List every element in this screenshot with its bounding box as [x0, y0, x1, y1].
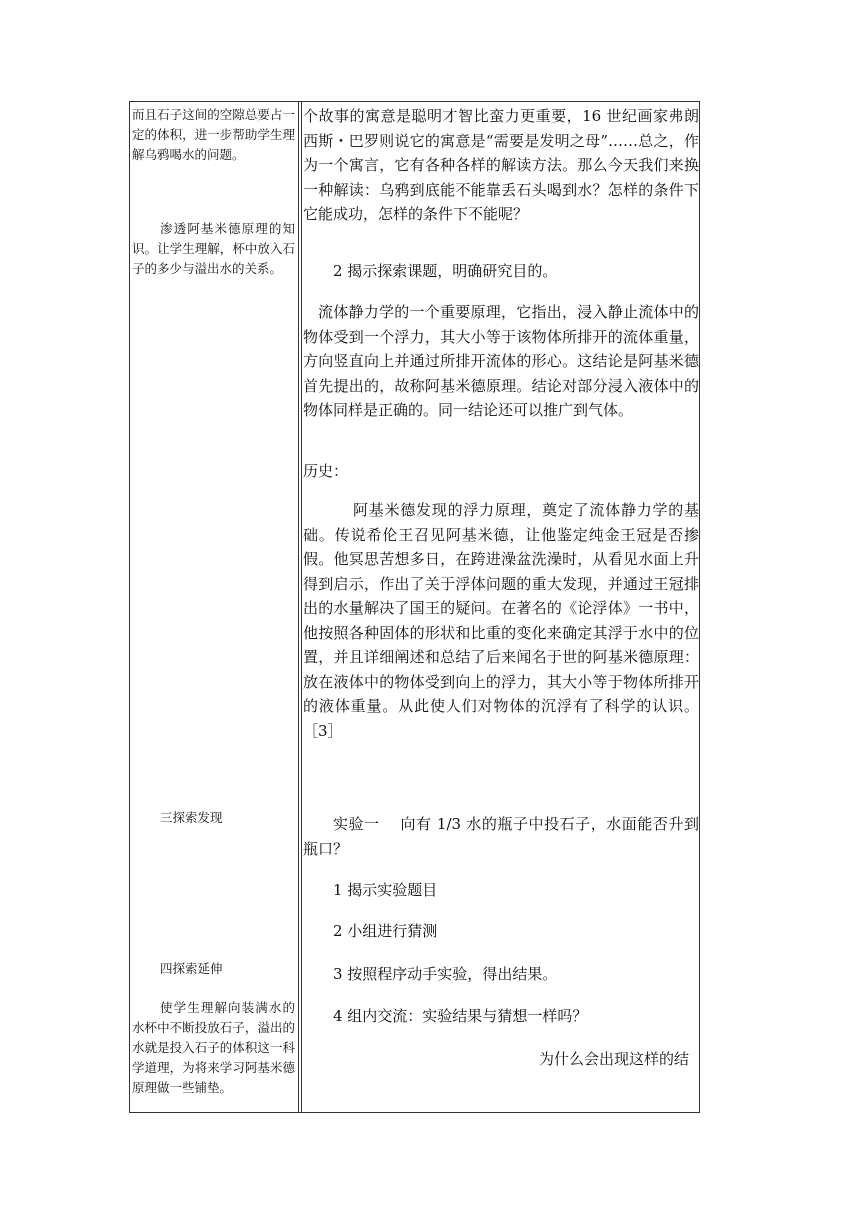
intent-paragraph: 渗透阿基米德原理的知识。让学生理解，杯中放入石子的多少与溢出水的关系。 [132, 221, 295, 276]
experiment-title: 实验一 向有 1/3 水的瓶子中投石子，水面能否升到瓶口？ [303, 815, 699, 858]
experiment-step: 1 揭示实验题目 [333, 881, 438, 899]
column-divider [301, 102, 302, 1112]
experiment-step: 3 按照程序动手实验，得出结果。 [333, 965, 558, 983]
process-paragraph: 2 揭示探索课题，明确研究目的。 [333, 262, 558, 280]
lesson-plan-table [129, 101, 700, 1113]
process-paragraph: 阿基米德发现的浮力原理，奠定了流体静力学的基础。传说希伦王召见阿基米德，让他鉴定纯金王冠是否掺假。他冥思苦想多日，在跨进澡盆洗澡时，从看见水面上升得到启示，作出了关于浮体问题的重大发现，并通过王冠排出的水量解决了国王的疑问。在著名的《论浮体》一书中，他按照各种固体的形状和比重的变化来确定其浮于水中的位置，并且详细阐述和总结了后来闻名于世的阿基米德原理：放在液体中的物体受到向上的浮力，其大小等于物体所排开的液体重量。从此使人们对物体的沉浮有了科学的认识。［3］ [303, 501, 699, 740]
experiment-step: 2 小组进行猜测 [333, 922, 438, 940]
experiment-question: 为什么会出现这样的结 [538, 1050, 689, 1068]
section-heading: 三探索发现 [160, 810, 223, 825]
process-paragraph: 历史： [303, 462, 349, 480]
experiment-step: 4 组内交流：实验结果与猜想一样吗？ [333, 1007, 588, 1025]
intent-paragraph: 使学生理解向装满水的水杯中不断投放石子，溢出的水就是投入石子的体积这一科学道理，为将来学习阿基米德原理做一些铺垫。 [132, 1000, 295, 1095]
intent-paragraph: 而且石子这间的空隙总要占一定的体积，进一步帮助学生理解乌鸦喝水的问题。 [132, 107, 295, 162]
process-paragraph: 流体静力学的一个重要原理，它指出，浸入静止流体中的物体受到一个浮力，其大小等于该物体所排开的流体重量，方向竖直向上并通过所排开流体的形心。这结论是阿基米德首先提出的，故称阿基米德原理。结论对部分浸入液体中的物体同样是正确的。同一结论还可以推广到气体。 [303, 303, 699, 419]
section-heading: 四探索延伸 [160, 961, 223, 976]
column-divider [298, 102, 299, 1112]
process-paragraph: 个故事的寓意是聪明才智比蛮力更重要，16 世纪画家弗朗西斯・巴罗则说它的寓意是“需要是发明之母”……总之，作为一个寓言，它有各种各样的解读方法。那么今天我们来换一种解读：乌鸦到底能不能靠丢石头喝到水？怎样的条件下它能成功，怎样的条件下不能呢？ [303, 107, 699, 223]
